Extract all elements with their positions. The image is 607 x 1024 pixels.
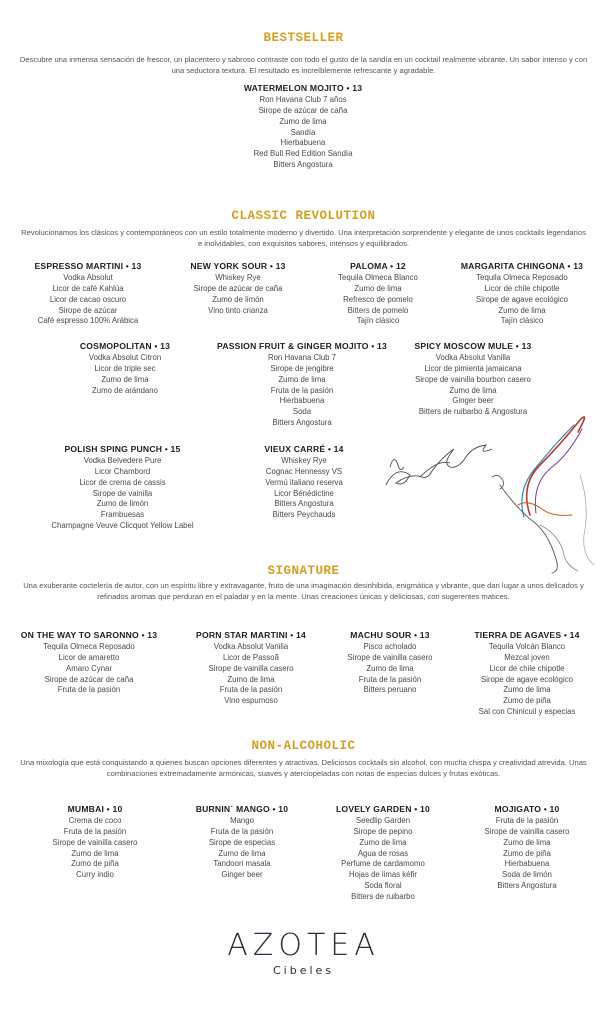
ingredient: Sirope de especias <box>208 837 276 847</box>
ingredient: Pisco acholado <box>363 642 417 652</box>
cocktail-card <box>35 804 155 881</box>
ingredient: Tequila Olmeca Blanco <box>338 273 418 283</box>
ingredient: Sirope de vainilla <box>92 488 153 498</box>
ingredient: Zumo de lima <box>227 674 275 684</box>
cocktail-name: POLISH SPING PUNCH • 15 <box>64 444 181 454</box>
cocktail-card <box>400 341 546 418</box>
ingredient: Ron Havana Club 7 años <box>259 95 347 105</box>
cocktail-card <box>30 444 215 532</box>
ingredient: Hierbabuena <box>280 138 326 148</box>
ingredient: Tajín clásico <box>356 316 400 326</box>
ingredient: Bitters Angostura <box>497 881 557 891</box>
ingredient: Red Bull Red Edition Sandía <box>253 149 353 159</box>
ingredient: Bitters Peychauds <box>272 510 336 520</box>
signature-scribble <box>386 445 492 485</box>
ingredient: Vodka Absolut <box>63 273 113 283</box>
ingredient: Licor de pimienta jamaicana <box>424 364 522 374</box>
ingredient: Fruta de la pasión <box>57 685 121 695</box>
cocktail-name: TIERRA DE AGAVES • 14 <box>474 630 580 640</box>
ingredient: Zumo de lima <box>354 284 402 294</box>
ingredient: Sirope de jengibre <box>270 364 334 374</box>
ingredient: Cognac Hennessy VS <box>265 467 343 477</box>
cocktail-name: WATERMELON MOJITO • 13 <box>243 83 363 93</box>
ingredient: Licor de amaretto <box>58 653 120 663</box>
section-title-bestseller: BESTSELLER <box>263 31 344 45</box>
ingredient: Hierbabuena <box>504 859 550 869</box>
cocktail-name: ESPRESSO MARTINI • 13 <box>34 261 142 271</box>
ingredient: Hojas de limas kéfir <box>348 870 418 880</box>
cocktail-name: SPICY MOSCOW MULE • 13 <box>414 341 532 351</box>
ingredient: Licor de chile chipotle <box>489 663 565 673</box>
ingredient: Tajín clásico <box>500 316 544 326</box>
ingredient: Sal con Chinicuil y especias <box>478 707 576 717</box>
section-title-classic: CLASSIC REVOLUTION <box>231 209 376 223</box>
ingredient: Vodka Absolut Citron <box>88 353 162 363</box>
ingredient: Ginger beer <box>452 396 494 406</box>
cocktail-name: PALOMA • 12 <box>350 261 406 271</box>
cocktail-card <box>243 444 365 521</box>
cocktail-card <box>330 630 450 696</box>
ingredient: Bitters de pomelo <box>347 305 409 315</box>
ingredient: Licor de crema de cassis <box>79 477 166 487</box>
cocktail-name: MUMBAI • 10 <box>67 804 123 814</box>
ingredient: Licor Bénédictine <box>274 488 334 498</box>
logo-brand-name: AZOTEA <box>227 928 380 963</box>
ingredient: Seedlip Garden <box>355 816 411 826</box>
ingredient: Vodka Belvedere Pure <box>83 456 162 466</box>
ingredient: Refresco de pomelo <box>343 294 413 304</box>
ingredient: Sirope de agave ecológico <box>476 294 568 304</box>
ingredient: Vodka Absolut Vanilia <box>213 642 289 652</box>
ingredient: Curry indio <box>76 870 114 880</box>
ingredient: Zumo de piña <box>71 859 119 869</box>
ingredient: Fruta de la pasión <box>210 827 274 837</box>
ingredient: Bitters de ruibarbo <box>351 891 415 901</box>
ingredient: Zumo de limón <box>96 499 149 509</box>
section-title-signature: SIGNATURE <box>267 564 340 578</box>
ingredient: Sirope de agave ecológico <box>481 674 573 684</box>
ingredient: Frambuesas <box>100 510 145 520</box>
cocktail-name: ON THE WAY TO SARONNO • 13 <box>20 630 158 640</box>
cocktail-name: BURNIN´ MANGO • 10 <box>195 804 289 814</box>
dancer-sketch <box>492 417 594 573</box>
ingredient: Fruta de la pasión <box>358 674 422 684</box>
ingredient: Sandía <box>290 127 316 137</box>
ingredient: Café espresso 100% Arábica <box>37 316 139 326</box>
ingredient: Zumo de lima <box>498 305 546 315</box>
ingredient: Whiskey Rye <box>215 273 261 283</box>
ingredient: Sirope de azúcar <box>58 305 118 315</box>
ingredient: Bitters Angostura <box>272 418 332 428</box>
ingredient: Licor Chambord <box>94 467 151 477</box>
ingredient: Sirope de azúcar de caña <box>44 674 134 684</box>
cocktail-name: MACHU SOUR • 13 <box>350 630 430 640</box>
ingredient: Crema de coco <box>68 816 122 826</box>
ingredient: Fruta de la pasión <box>219 685 283 695</box>
ingredient: Vodka Absolut Vanilla <box>435 353 511 363</box>
ingredient: Champagne Veuve Clicquot Yellow Label <box>51 521 194 531</box>
cocktail-name: MARGARITA CHINGONA • 13 <box>460 261 584 271</box>
cocktail-name: PORN STAR MARTINI • 14 <box>196 630 306 640</box>
ingredient: Mango <box>230 816 254 826</box>
section-description-nonalcoholic: Una mixología que está conquistando a quienes buscan opciones diferentes y atractivas. Deliciosos cocktails sin alcohol, con mucha chispa y creatividad atrevida. Unas combinaciones extremadamente armónicas, suaves y aterciopeladas con notas de especias dulces y frutas exóticas. <box>20 758 587 778</box>
ingredient: Soda floral <box>364 881 402 891</box>
ingredient: Vino espumoso <box>224 696 278 706</box>
ingredient: Fruta de la pasión <box>270 385 334 395</box>
cocktail-name: LOVELY GARDEN • 10 <box>335 804 430 814</box>
ingredient: Tequila Olmeca Reposado <box>476 273 568 283</box>
ingredient: Fruta de la pasión <box>63 827 127 837</box>
ingredient: Sirope de azúcar de caña <box>193 284 283 294</box>
ingredient: Sirope de pepino <box>353 827 413 837</box>
ingredient: Sirope de vainilla casero <box>52 837 138 847</box>
ingredient: Soda <box>292 407 312 417</box>
cocktail-card <box>318 261 438 327</box>
section-description-signature: Una exuberante coctelería de autor, con un espíritu libre y extravagante, fruto de una imaginación desinhibida, enigmática y vibrante, que dan lugar a unos delicados y refinados aromas que perduran en el paladar y en la mente. Unas creaciones únicas y deliciosas, con sugerentes matices. <box>23 581 584 601</box>
ingredient: Zumo de lima <box>366 663 414 673</box>
ingredient: Whiskey Rye <box>281 456 327 466</box>
ingredient: Sirope de vainilla bourbon casero <box>415 374 531 384</box>
cocktail-card <box>203 83 403 171</box>
cocktail-card <box>447 261 597 327</box>
ingredient: Hierbabuena <box>279 396 325 406</box>
ingredient: Vino tinto crianza <box>208 305 268 315</box>
ingredient: Bitters Angostura <box>273 160 333 170</box>
ingredient: Tequila Olmeca Reposado <box>43 642 135 652</box>
section-description-bestseller: Descubre una inmensa sensación de frescor, un placentero y sabroso contraste con todo el gusto de la sandía en un cocktail realmente vibrante. Un sabor intenso y con una seductora textura. El resultado es increíblemente refrescante y agradable. <box>19 55 588 75</box>
cocktail-card <box>462 630 592 718</box>
section-title-nonalcoholic: NON-ALCOHOLIC <box>251 739 356 753</box>
ingredient: Zumo de arándano <box>92 385 158 395</box>
ingredient: Zumo de lima <box>449 385 497 395</box>
cocktail-name: NEW YORK SOUR • 13 <box>190 261 286 271</box>
ingredient: Licor de chile chipotle <box>484 284 560 294</box>
cocktail-card <box>60 341 190 396</box>
artist-signature-illustration <box>380 415 607 575</box>
ingredient: Fruta de la pasión <box>495 816 559 826</box>
ingredient: Licor de café Kahlúa <box>52 284 124 294</box>
ingredient: Agua de rosas <box>357 848 409 858</box>
cocktail-card <box>463 804 591 892</box>
ingredient: Vermú italiano reserva <box>265 477 343 487</box>
ingredient: Mezcal joven <box>504 653 550 663</box>
ingredient: Sirope de azúcar de caña <box>258 106 348 116</box>
cocktail-card <box>168 261 308 316</box>
ingredient: Tequila Volcán Blanco <box>488 642 566 652</box>
ingredient: Soda de limón <box>502 870 552 880</box>
cocktail-name: MOJIGATO • 10 <box>494 804 560 814</box>
ingredient: Ginger beer <box>221 870 263 880</box>
ingredient: Licor de cacao oscuro <box>49 294 127 304</box>
ingredient: Sirope de vainilla casero <box>484 827 570 837</box>
cocktail-name: COSMOPOLITAN • 13 <box>79 341 171 351</box>
brand-logo <box>0 930 607 977</box>
ingredient: Licor de Passoã <box>223 653 279 663</box>
ingredient: Licor de triple sec <box>94 364 156 374</box>
ingredient: Zumo de lima <box>279 116 327 126</box>
cocktail-card <box>18 630 160 696</box>
ingredient: Zumo de lima <box>503 685 551 695</box>
ingredient: Bitters peruano <box>363 685 417 695</box>
ingredient: Bitters Angostura <box>274 499 334 509</box>
ingredient: Zumo de piña <box>503 696 551 706</box>
ingredient: Ron Havana Club 7 <box>267 353 337 363</box>
ingredient: Zumo de lima <box>359 837 407 847</box>
section-description-classic: Revolucionamos los clásicos y contemporáneos con un estilo totalmente moderno y divertido. Una interpretación sorprendente y elegante de unos cocktails legendarios e inolvidables, con exquisitos sabores, intensos y equilibrados. <box>21 228 586 248</box>
cocktail-card <box>18 261 158 327</box>
cocktail-name: VIEUX CARRÉ • 14 <box>264 444 344 454</box>
ingredient: Zumo de piña <box>503 848 551 858</box>
ingredient: Sirope de vainilla casero <box>208 663 294 673</box>
ingredient: Tandoori masala <box>213 859 271 869</box>
ingredient: Zumo de limón <box>212 294 264 304</box>
ingredient: Amaro Cynar <box>66 663 112 673</box>
ingredient: Zumo de lima <box>71 848 119 858</box>
cocktail-card <box>322 804 444 903</box>
cocktail-card <box>182 804 302 881</box>
ingredient: Zumo de lima <box>218 848 266 858</box>
ingredient: Sirope de vainilla casero <box>347 653 433 663</box>
logo-subtitle: Cibeles <box>272 964 335 977</box>
ingredient: Bitters de ruibarbo & Angostura <box>418 407 528 417</box>
cocktail-card <box>182 630 320 707</box>
ingredient: Zumo de lima <box>503 837 551 847</box>
ingredient: Zumo de lima <box>101 374 149 384</box>
ingredient: Perfume de cardamomo <box>341 859 425 869</box>
cocktail-name: PASSION FRUIT & GINGER MOJITO • 13 <box>217 341 387 351</box>
ingredient: Zumo de lima <box>278 374 326 384</box>
cocktail-card <box>206 341 398 429</box>
